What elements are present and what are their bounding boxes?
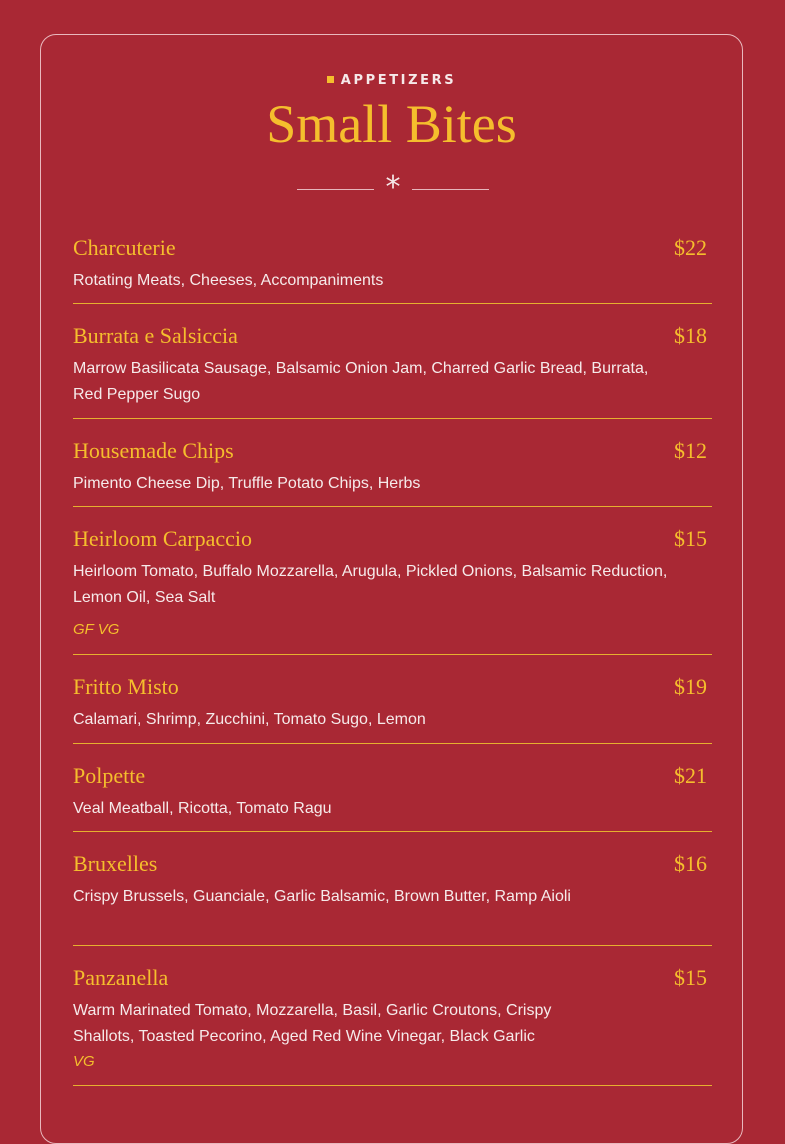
item-name: Bruxelles [73,851,158,876]
item-description: Calamari, Shrimp, Zucchini, Tomato Sugo, Lemon [73,711,426,728]
item-name: Polpette [73,763,146,788]
item-description: Heirloom Tomato, Buffalo Mozzarella, Arugula, Pickled Onions, Balsamic Reduction, Lemon Oil, Sea Salt [73,563,668,606]
section-label [41,73,742,89]
item-price: $12 [674,438,707,463]
square-bullet-icon [327,76,334,83]
item-price: $22 [674,235,707,260]
item-price: $16 [674,851,707,876]
menu-item-burrata-e-salsiccia [73,323,712,419]
item-description: Veal Meatball, Ricotta, Tomato Ragu [73,800,332,817]
menu-item-polpette [73,763,712,832]
divider-line-right [412,189,489,190]
asterisk-icon: * [385,170,401,205]
menu-item-charcuterie [73,235,712,304]
menu-item-housemade-chips [73,438,712,507]
item-name: Burrata e Salsiccia [73,323,238,348]
title-divider [297,170,489,205]
item-price: $15 [674,526,707,551]
item-name: Panzanella [73,965,169,990]
item-description: Rotating Meats, Cheeses, Accompaniments [73,272,384,289]
page-title: Small Bites [266,94,517,154]
item-name: Housemade Chips [73,438,234,463]
item-description: Warm Marinated Tomato, Mozzarella, Basil, Garlic Croutons, Crispy Shallots, Toasted Pecorino, Aged Red Wine Vinegar, Black Garlic [73,1002,552,1045]
item-price: $21 [674,763,707,788]
menu-item-bruxelles [73,851,712,946]
item-price: $15 [674,965,707,990]
divider-line-left [297,189,374,190]
item-description: Pimento Cheese Dip, Truffle Potato Chips, Herbs [73,475,421,492]
menu-card [40,34,743,1144]
menu-item-fritto-misto [73,674,712,744]
item-name: Heirloom Carpaccio [73,526,252,551]
section-label-text: APPETIZERS [340,73,457,88]
menu-item-heirloom-carpaccio [73,526,712,655]
dietary-tags: GF VG [73,621,120,638]
item-price: $18 [674,323,707,348]
item-name: Fritto Misto [73,674,179,699]
menu-item-panzanella [73,965,712,1086]
item-price: $19 [674,674,707,699]
dietary-tags: VG [73,1053,95,1070]
item-description: Marrow Basilicata Sausage, Balsamic Onion Jam, Charred Garlic Bread, Burrata, Red Pepper Sugo [73,360,649,403]
item-name: Charcuterie [73,235,176,260]
item-description: Crispy Brussels, Guanciale, Garlic Balsamic, Brown Butter, Ramp Aioli [73,888,571,905]
